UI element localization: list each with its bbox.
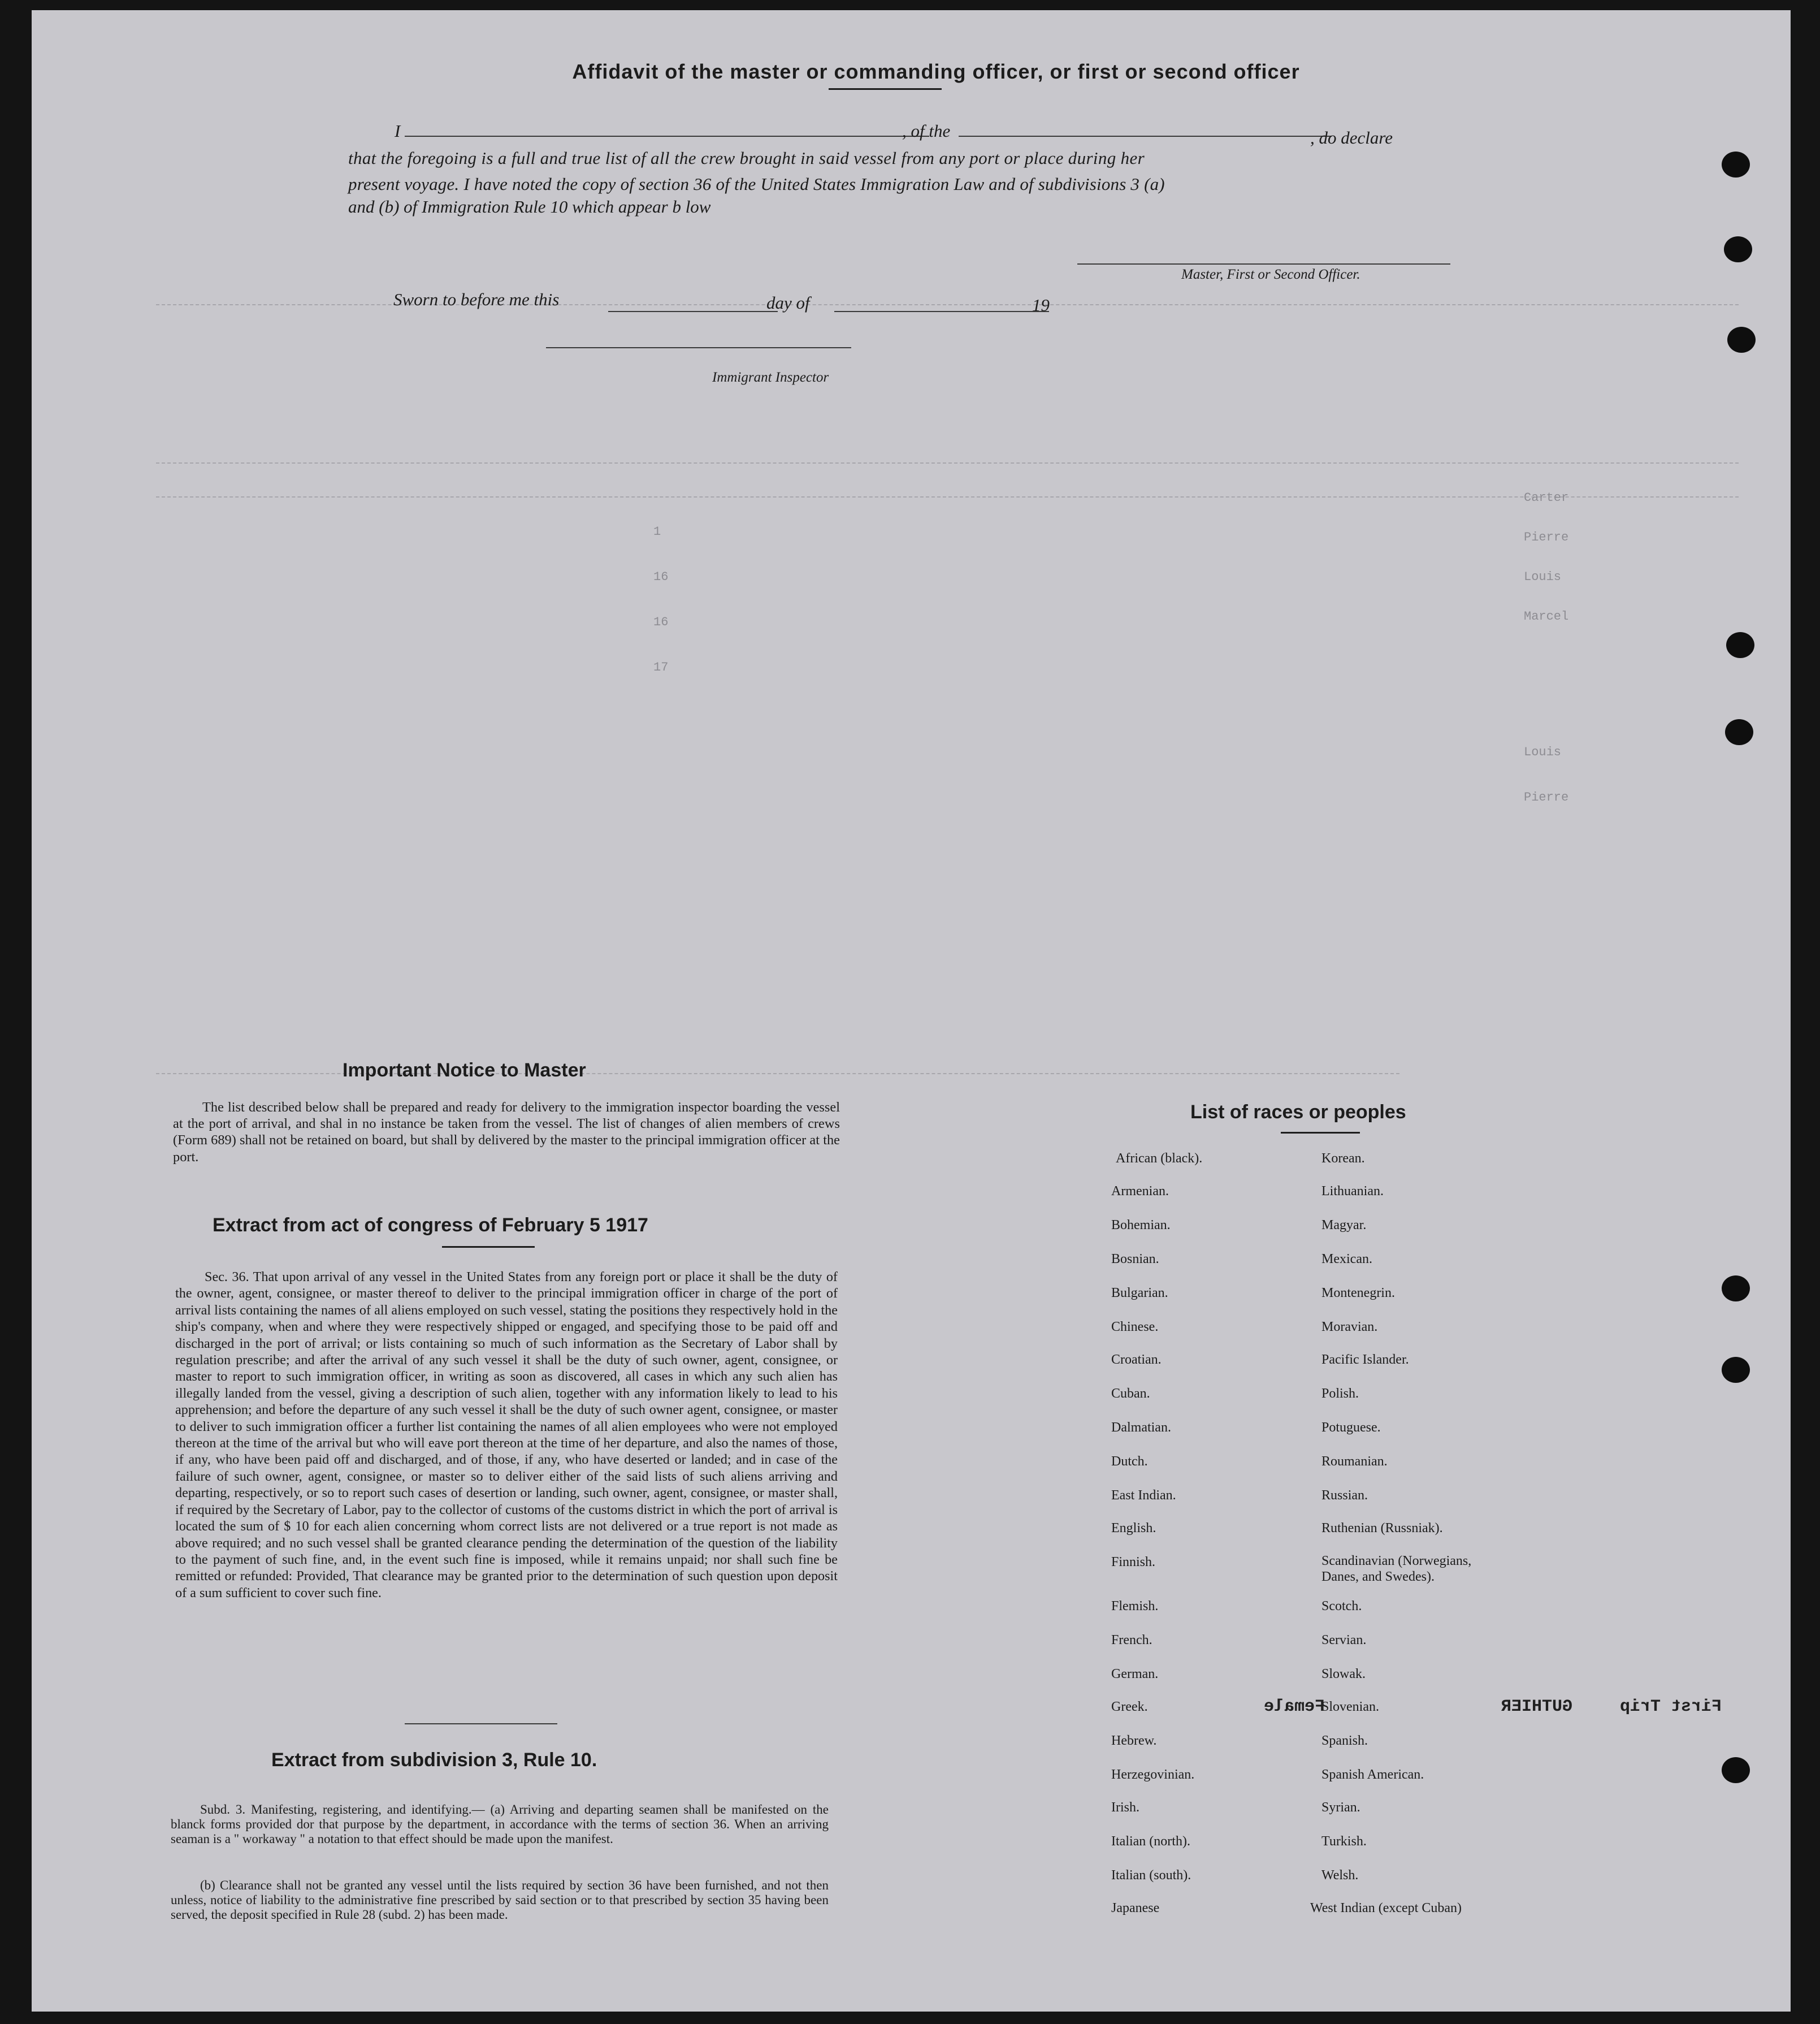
race-item: Lithuanian.	[1321, 1184, 1384, 1199]
race-item: Armenian.	[1111, 1184, 1169, 1199]
race-item: Scandinavian (Norwegians,	[1321, 1554, 1472, 1568]
race-item: Magyar.	[1321, 1218, 1367, 1232]
master-signature-field[interactable]	[1077, 263, 1450, 265]
affidavit-of-label: , of the	[902, 121, 951, 141]
affidavit-body-line-1: that the foregoing is a full and true list of all the crew brought in said vessel from any port or place during her	[348, 148, 1145, 168]
race-item: English.	[1111, 1521, 1156, 1536]
punch-hole	[1726, 632, 1754, 658]
extract-rule-title: Extract from subdivision 3, Rule 10.	[271, 1749, 597, 1771]
rule-subdivision-a: Subd. 3. Manifesting, registering, and identifying.— (a) Arriving and departing seamen shall be manifested on the blanck forms provided dor that purpose by the department, in accordance with the terms of section 36. When an arriving seaman is a " workaway " a notation to that effect should be made upon the manifest.	[171, 1802, 829, 1846]
sworn-day-field[interactable]	[608, 311, 778, 312]
race-item: Slowak.	[1321, 1667, 1366, 1681]
extract-act-title: Extract from act of congress of February 5 1917	[213, 1214, 648, 1236]
races-underline	[1281, 1132, 1360, 1134]
race-item: Dutch.	[1111, 1454, 1148, 1469]
race-item: Irish.	[1111, 1800, 1139, 1815]
race-item: German.	[1111, 1667, 1159, 1681]
punch-hole	[1727, 327, 1756, 353]
race-item: Roumanian.	[1321, 1454, 1388, 1469]
title-underline	[829, 88, 942, 90]
race-item: Dalmatian.	[1111, 1420, 1171, 1435]
race-item: Montenegrin.	[1321, 1286, 1395, 1300]
year-label: 19	[1032, 295, 1050, 315]
manifest-sheet: Carter Pierre Louis Marcel Louis Pierre 1 16 16 17 Affidavit of the master or commanding officer, or first or second officer I , of the , do declare that the foregoing is a full and true list of all the crew brought in said vessel from any port or place during her present voyage. I have noted the copy of section 36 of the United States Immigration Law and of subdivisions 3 (a) and (b) of Immigration Rule 10 which appear b low Master, First or Second Officer. Sworn to before me this day of 19 Immigrant Inspector Important Notice to Master The list described below shall be prepared and ready for delivery to the immigration inspector boarding the vessel at the port of arrival, and shal in no instance be taken from the vessel. The list of changes of alien members of crews (Form 689) shall not be retained on board, but shall by delivered by the master to the principal immigration officer at the port. Extract from act of congress of February 5 1917 Sec. 36. That upon arrival of any vessel in the United States from any foreign port or place it shall be the duty of the owner, agent, consignee, or master thereof to deliver to the principal immigration officer in charge of the port of arrival lists containing the names of all aliens employed on such vessel, stating the positions they respectively hold in the ship's company, when and where they were respectively shipped or engaged, and specifying those to be paid off and discharged in the port of arrival; or lists containing so much of such information as the Secretary of Labor shall by regulation prescribe; and after the arrival of any such vessel it shall be the duty of such owner, agent, consignee, or master to report to such immigration officer, in writing as soon as discovered, all cases in which any such alien has illegally landed from the vessel, giving a description of such alien, together with any information likely to lead to his apprehension; and before the departure of any such vessel it shall be the duty of such owner agent, consignee, or master to deliver to such immigration officer a further list containing the names of all alien employees who were not employed thereon at the time of the arrival but who will eave port thereon at the time of her departure, and also the names of those, if any, who have been paid off and discharged, and of those, if any, who have deserted or landed; and in case of the failure of such owner, agent, consignee, or master so to deliver either of the said lists of such aliens arriving and departing, respectively, or so to report such cases of desertion or landing, such owner, agent, consignee, or master shall, if required by the Secretary of Labor, pay to the collector of customs of the customs district in which the port of arrival is located the sum of $ 10 for each alien concerning whom correct lists are not delivered or a true report is not made as above required; and no such vessel shall be granted clearance pending the determination of the question of the liability to the payment of such fine, and, in the event such fine is imposed, while it remains unpaid; nor shall such fine be remitted or refunded: Provided, That clearance may be granted prior to the determination of such question upon deposit of a sum sufficient to cover such fine. Extract from subdivision 3, Rule 10. Subd. 3. Manifesting, registering, and identifying.— (a) Arriving and departing seamen shall be manifested on the blanck forms provided dor that purpose by the department, in accordance with the terms of section 36. When an arriving seaman is a " workaway " a notation to that effect should be made upon the manifest. (b) Clearance shall not be granted any vessel until the lists required by section 36 have been furnished, and not then unless, notice of liability to the administrative fine prescribed by said section or to that prescribed by section 35 having been served, the deposit specified in Rule 28 (subd. 2) has been made. List of races or peoples African (black). Armenian. Bohemian. Bosnian. Bulgarian. Chinese. Croatian. Cuban. Dalmatian. Dutch. East Indian. English. Finnish. Flemish. French. German. Greek. Hebrew. Herzegovinian. Irish. Italian (north). Italian (south). Japanese Korean. Lithuanian. Magyar. Mexican. Montenegrin. Moravian. Pacific Islander. Polish. Potuguese. Roumanian. Russian. Ruthenian (Russniak). Scandinavian (Norwegians, Danes, and Swedes). Scotch. Servian. Slowak. Slovenian. Spanish. Spanish American. Syrian. Turkish. Welsh. West Indian (except Cuban) First Trip GUTHIER Female	[32, 10, 1791, 2012]
punch-hole	[1724, 236, 1752, 262]
race-item: Scotch.	[1321, 1599, 1362, 1614]
extract-act-underline	[442, 1246, 535, 1248]
punch-hole	[1722, 1357, 1750, 1383]
race-item: Moravian.	[1321, 1320, 1378, 1334]
separator	[405, 1723, 557, 1724]
punch-hole	[1722, 1757, 1750, 1783]
race-item: Turkish.	[1321, 1834, 1367, 1849]
race-item: Hebrew.	[1111, 1733, 1157, 1748]
race-item: Bohemian.	[1111, 1218, 1171, 1232]
race-item: Bulgarian.	[1111, 1286, 1168, 1300]
race-item: Danes, and Swedes).	[1321, 1569, 1435, 1584]
bleed-first-trip: First Trip	[1620, 1697, 1722, 1716]
race-item: Welsh.	[1321, 1868, 1359, 1883]
notice-text: The list described below shall be prepared and ready for delivery to the immigration inspector boarding the vessel at the port of arrival, and shal in no instance be taken from the vessel. The list of changes of alien members of crews (Form 689) shall not be retained on board, but shall by delivered by the master to the principal immigration officer at the port.	[173, 1100, 840, 1165]
race-item: East Indian.	[1111, 1488, 1176, 1503]
race-item: Syrian.	[1321, 1800, 1360, 1815]
race-item: Polish.	[1321, 1386, 1359, 1401]
race-item: Japanese	[1111, 1901, 1160, 1915]
race-item: Russian.	[1321, 1488, 1368, 1503]
sworn-month-field[interactable]	[834, 311, 1049, 312]
punch-hole	[1725, 719, 1753, 745]
race-item: Bosnian.	[1111, 1252, 1159, 1266]
affidavit-title: Affidavit of the master or commanding officer, or first or second officer	[572, 60, 1300, 83]
race-item: Servian.	[1321, 1633, 1367, 1647]
race-item: African (black).	[1116, 1151, 1203, 1166]
race-item: Italian (south).	[1111, 1868, 1191, 1883]
race-item: Croatian.	[1111, 1352, 1162, 1367]
vessel-name-field[interactable]	[959, 136, 1332, 137]
master-name-field[interactable]	[405, 136, 929, 137]
inspector-caption: Immigrant Inspector	[712, 370, 829, 385]
race-item: Chinese.	[1111, 1320, 1159, 1334]
inspector-signature-field[interactable]	[546, 347, 851, 348]
race-item: Spanish.	[1321, 1733, 1368, 1748]
notice-title: Important Notice to Master	[343, 1059, 586, 1081]
affidavit-body-line-3: and (b) of Immigration Rule 10 which appear b low	[348, 197, 711, 217]
punch-hole	[1722, 152, 1750, 178]
race-item: French.	[1111, 1633, 1152, 1647]
day-of-label: day of	[766, 293, 810, 313]
bleed-sex: Female	[1264, 1697, 1325, 1716]
sworn-label: Sworn to before me this	[393, 289, 560, 309]
race-item: Pacific Islander.	[1321, 1352, 1409, 1367]
punch-hole	[1722, 1275, 1750, 1301]
race-item: Herzegovinian.	[1111, 1767, 1195, 1782]
race-item: Mexican.	[1321, 1252, 1372, 1266]
master-caption: Master, First or Second Officer.	[1181, 267, 1360, 282]
affidavit-declare-label: , do declare	[1310, 128, 1393, 148]
race-item: Slovenian.	[1321, 1699, 1379, 1714]
race-item: Flemish.	[1111, 1599, 1159, 1614]
bleed-name: GUTHIER	[1501, 1697, 1573, 1716]
race-item: Korean.	[1321, 1151, 1365, 1166]
race-item: Italian (north).	[1111, 1834, 1190, 1849]
affidavit-i-label: I	[395, 121, 401, 141]
races-title: List of races or peoples	[1190, 1101, 1406, 1123]
race-item: Greek.	[1111, 1699, 1148, 1714]
race-item: Spanish American.	[1321, 1767, 1424, 1782]
rule-subdivision-b: (b) Clearance shall not be granted any vessel until the lists required by section 36 have been furnished, and not then unless, notice of liability to the administrative fine prescribed by said section or to that prescribed by section 35 having been served, the deposit specified in Rule 28 (subd. 2) has been made.	[171, 1878, 829, 1922]
section-36-text: Sec. 36. That upon arrival of any vessel in the United States from any foreign port or place it shall be the duty of the owner, agent, consignee, or master thereof to deliver to the principal immigration officer in charge of the port of arrival lists containing the names of all aliens employed on such vessel, stating the positions they respectively hold in the ship's company, when and where they were respectively shipped or engaged, and specifying those to be paid off and discharged in the port of arrival; or lists containing so much of such information as the Secretary of Labor shall by regulation prescribe; and after the arrival of any such vessel it shall be the duty of such owner, agent, consignee, or master to report to such immigration officer, in writing as soon as discovered, all cases in which any such alien has illegally landed from the vessel, giving a description of such alien, together with any information likely to lead to his apprehension; and before the departure of any such vessel it shall be the duty of such owner agent, consignee, or master to deliver to such immigration officer a further list containing the names of all alien employees who were not employed thereon at the time of the arrival but who will eave port thereon at the time of her departure, and also the names of those, if any, who have been paid off and discharged, and of those, if any, who have deserted or landed; and in case of the failure of such owner, agent, consignee, or master so to deliver either of the said lists of such aliens arriving and departing, respectively, or so to report such cases of desertion or landing, such owner, agent, consignee, or master shall, if required by the Secretary of Labor, pay to the collector of customs of the customs district in which the port of arrival is located the sum of $ 10 for each alien concerning whom correct lists are not delivered or a true report is not made as above required; and no such vessel shall be granted clearance pending the determination of the question of the liability to the payment of such fine, and, in the event such fine is imposed, while it remains unpaid; nor shall such fine be remitted or refunded: Provided, That clearance may be granted prior to the determination of such question upon deposit of a sum sufficient to cover such fine.	[175, 1269, 838, 1601]
affidavit-body-line-2: present voyage. I have noted the copy of section 36 of the United States Immigration Law and of subdivisions 3 (a)	[348, 174, 1165, 194]
race-item: West Indian (except Cuban)	[1310, 1901, 1462, 1915]
race-item: Cuban.	[1111, 1386, 1150, 1401]
race-item: Potuguese.	[1321, 1420, 1381, 1435]
race-item: Ruthenian (Russniak).	[1321, 1521, 1443, 1536]
race-item: Finnish.	[1111, 1555, 1156, 1569]
